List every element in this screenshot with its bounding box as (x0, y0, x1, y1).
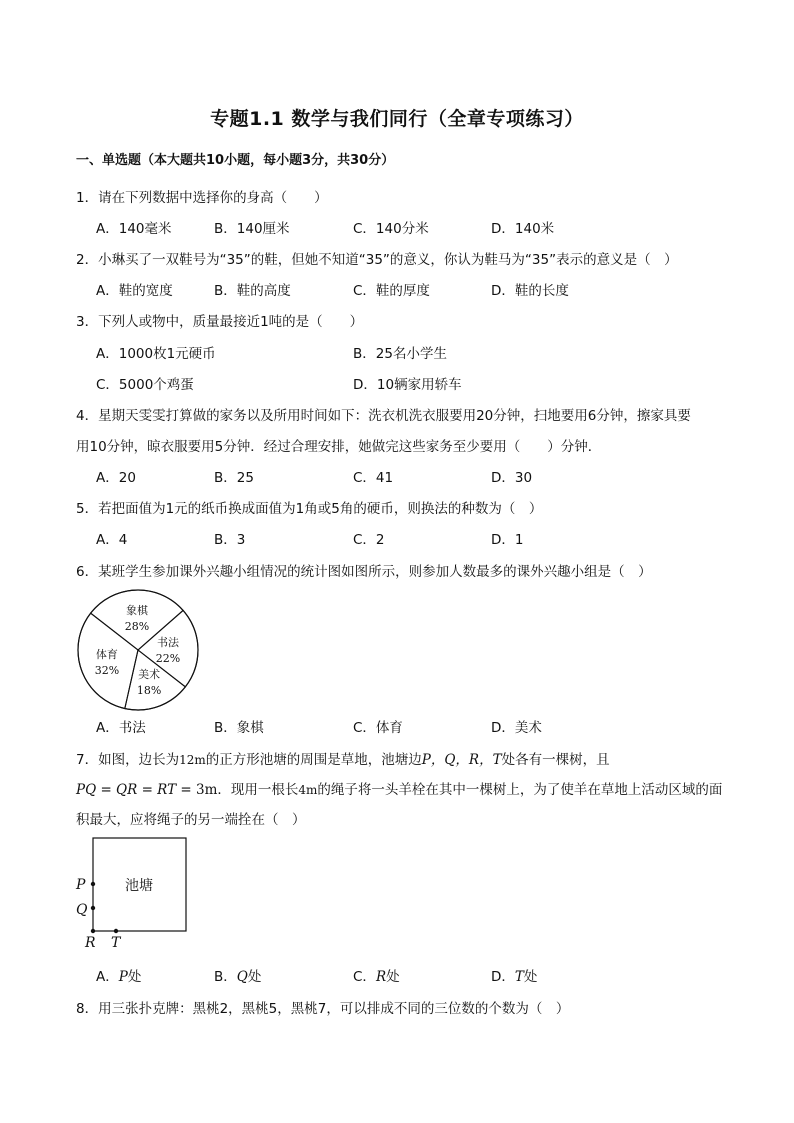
question-1-stem: 1．请在下列数据中选择你的身高（ ） (76, 190, 328, 206)
question-4-stem-line-1: 4．星期天雯雯打算做的家务以及所用时间如下：洗衣机洗衣服要用20分钟，扫地要用6分钟，擦家具要 (76, 408, 691, 424)
question-3-option-a[interactable]: A．1000枚1元硬币 (96, 346, 216, 362)
point-q (91, 906, 95, 910)
question-5-option-b[interactable]: B．3 (214, 532, 246, 548)
option-suffix: 处 (386, 969, 400, 985)
question-4-option-d[interactable]: D．30 (491, 470, 533, 486)
q7-equation: PQ = QR = RT (76, 782, 177, 798)
option-suffix: 处 (127, 969, 142, 985)
section-heading: 一、单选题（本大题共10小题，每小题3分，共30分） (76, 153, 395, 168)
label-r: R (85, 935, 96, 951)
option-var: R (375, 969, 387, 985)
pie-value-label: 22% (155, 652, 181, 666)
question-2-option-b[interactable]: B．鞋的高度 (214, 283, 291, 299)
question-1-option-c[interactable]: C．140分米 (353, 221, 429, 237)
q7-equation-value: = 3m (176, 782, 218, 798)
question-1-option-a[interactable]: A．140毫米 (96, 221, 172, 237)
pie-value-label: 18% (136, 684, 162, 698)
option-suffix: 处 (247, 969, 262, 985)
question-6-option-d[interactable]: D．美术 (491, 720, 542, 736)
q7-text: 的绳子将一头羊栓在其中一棵树上，为了使羊在草地上活动区域的面 (317, 782, 723, 798)
pie-value-label: 28% (124, 620, 150, 634)
question-2-option-c[interactable]: C．鞋的厚度 (353, 283, 430, 299)
option-letter: B． (214, 969, 237, 985)
label-t: T (111, 935, 121, 951)
pie-category-label: 象棋 (126, 604, 149, 618)
question-2-option-d[interactable]: D．鞋的长度 (491, 283, 569, 299)
question-4-stem-line-2: 用10分钟，晾衣服要用5分钟．经过合理安排，她做完这些家务至少要用（ ）分钟． (76, 439, 602, 455)
question-1-option-d[interactable]: D．140米 (491, 221, 555, 237)
interest-group-pie-chart (76, 588, 200, 712)
pond-label: 池塘 (125, 878, 153, 894)
pie-category-label: 体育 (95, 648, 118, 662)
page-title: 专题1.1 数学与我们同行（全章专项练习） (210, 108, 584, 130)
question-4-option-c[interactable]: C．41 (353, 470, 394, 486)
option-var: T (514, 969, 524, 985)
question-3-option-d[interactable]: D．10辆家用轿车 (353, 377, 462, 393)
q7-text: 的正方形池塘的周围是草地，池塘边 (205, 752, 422, 768)
question-6-option-b[interactable]: B．象棋 (214, 720, 264, 736)
q7-text: 7．如图，边长为 (76, 752, 180, 768)
pie-category-label: 书法 (156, 636, 179, 650)
question-4-option-b[interactable]: B．25 (214, 470, 254, 486)
question-4-option-a[interactable]: A．20 (96, 470, 136, 486)
q7-text: ．现用一根长 (217, 782, 299, 798)
question-8-stem: 8．用三张扑克牌：黑桃2，黑桃5，黑桃7，可以排成不同的三位数的个数为（ ） (76, 1001, 570, 1017)
question-5-stem: 5．若把面值为1元的纸币换成面值为1角或5角的硬币，则换法的种数为（ ） (76, 501, 543, 517)
q7-side-length: 12m (179, 753, 206, 767)
pond-diagram (70, 832, 200, 952)
q7-tree-points: P，Q，R，T (421, 752, 502, 768)
question-2-option-a[interactable]: A．鞋的宽度 (96, 283, 173, 299)
option-letter: A． (96, 969, 119, 985)
question-5-option-d[interactable]: D．1 (491, 532, 524, 548)
option-var: Q (236, 969, 248, 985)
question-7-option-c[interactable] (353, 965, 400, 985)
question-6-option-a[interactable]: A．书法 (96, 720, 146, 736)
question-5-option-a[interactable]: A．4 (96, 532, 128, 548)
question-2-stem: 2．小琳买了一双鞋号为“35”的鞋，但她不知道“35”的意义，你认为鞋马为“35”表示的意义是（ ） (76, 252, 678, 268)
question-6-stem: 6．某班学生参加课外兴趣小组情况的统计图如图所示，则参加人数最多的课外兴趣小组是（ ） (76, 564, 652, 580)
pie-value-label: 32% (94, 664, 120, 678)
question-3-stem: 3．下列人或物中，质量最接近1吨的是（ ） (76, 314, 364, 330)
question-7-stem-line-2 (76, 778, 722, 798)
question-7-option-d[interactable] (491, 965, 537, 985)
label-p: P (76, 877, 86, 893)
point-t (114, 929, 118, 933)
option-suffix: 处 (523, 969, 538, 985)
question-7-stem-line-3: 积最大，应将绳子的另一端拴在（ ） (76, 812, 306, 828)
option-letter: C． (353, 969, 376, 985)
question-7-stem-line-1 (76, 748, 610, 768)
point-p (91, 882, 95, 886)
q7-text: 处各有一棵树，且 (501, 752, 610, 768)
point-r (91, 929, 95, 933)
label-q: Q (76, 902, 88, 918)
q7-rope-length: 4m (298, 783, 318, 797)
option-var: P (118, 969, 128, 985)
option-letter: D． (491, 969, 515, 985)
question-5-option-c[interactable]: C．2 (353, 532, 385, 548)
question-1-option-b[interactable]: B．140厘米 (214, 221, 290, 237)
pie-category-label: 美术 (138, 668, 161, 682)
question-7-option-a[interactable] (96, 965, 141, 985)
question-7-option-b[interactable] (214, 965, 261, 985)
question-3-option-c[interactable]: C．5000个鸡蛋 (96, 377, 194, 393)
question-6-option-c[interactable]: C．体育 (353, 720, 403, 736)
question-3-option-b[interactable]: B．25名小学生 (353, 346, 447, 362)
